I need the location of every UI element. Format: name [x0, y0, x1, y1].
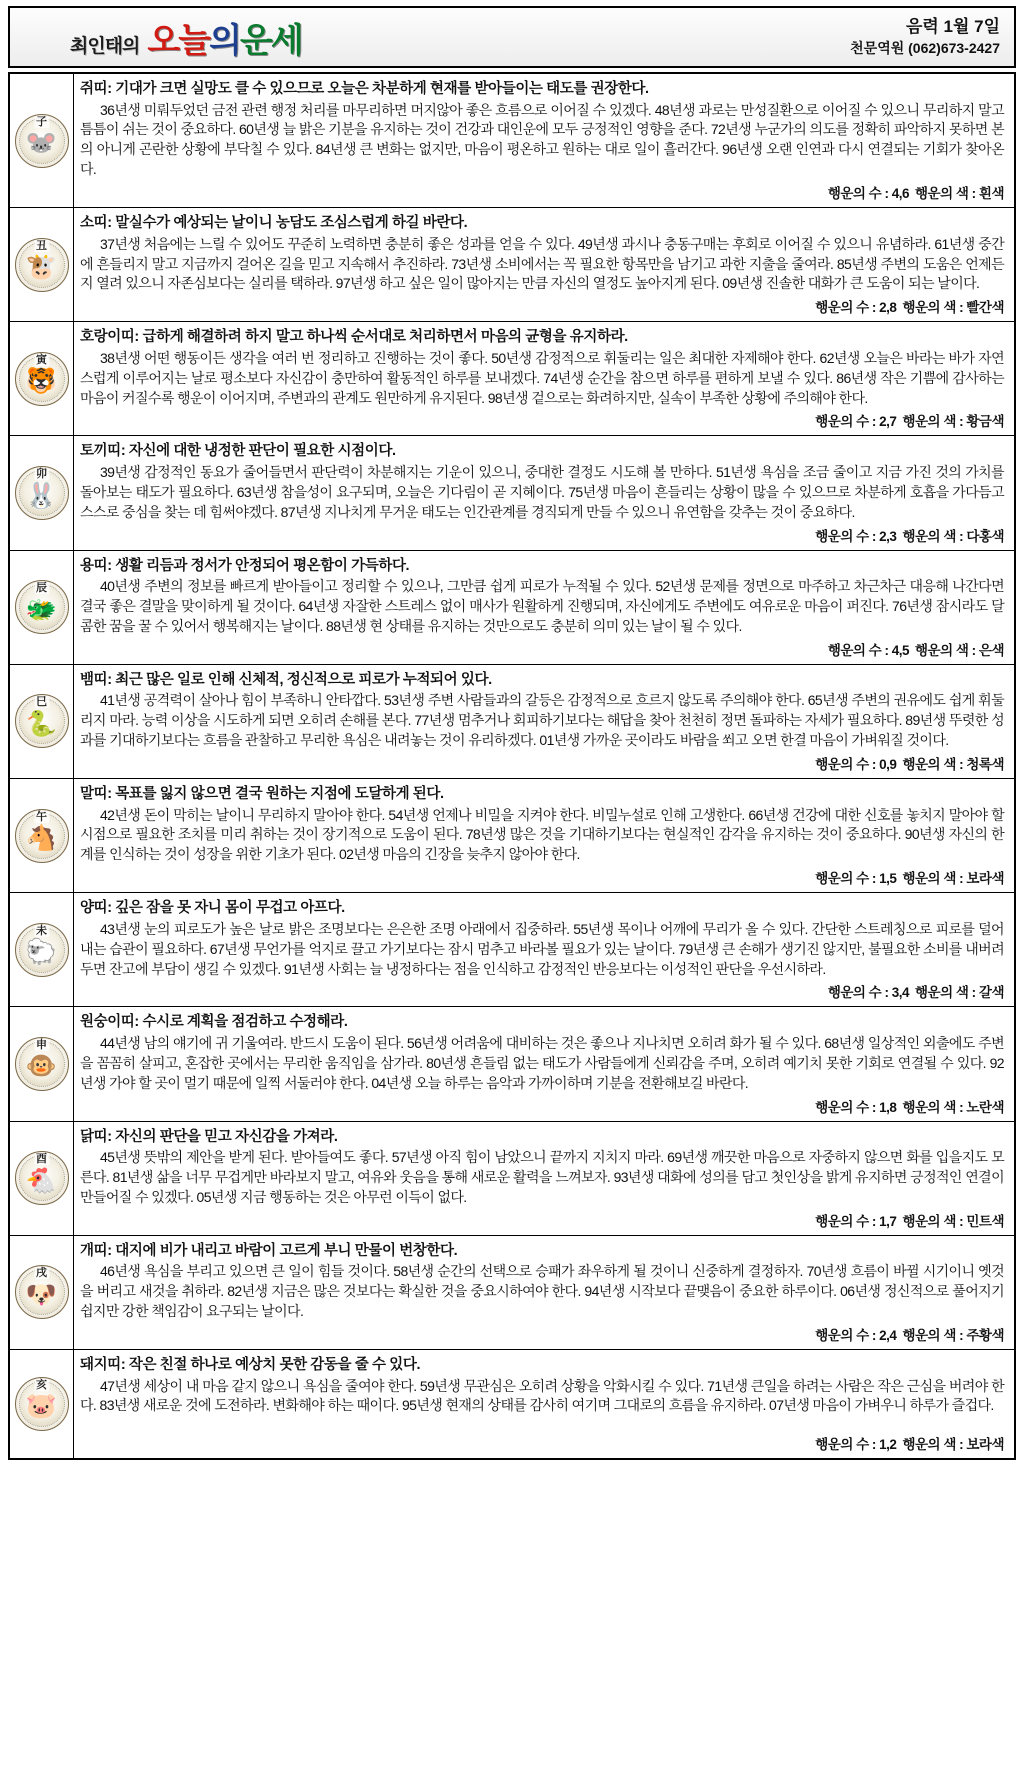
luck-number: 행운의 수 : 1,2: [815, 1436, 897, 1452]
zodiac-content: [74, 893, 1014, 1006]
zodiac-headline: 용띠: 생활 리듬과 정서가 안정되어 평온함이 가득하다.: [80, 557, 410, 574]
zodiac-headline: 소띠: 말실수가 예상되는 날이니 농담도 조심스럽게 하길 바란다.: [80, 215, 468, 232]
luck-number: 행운의 수 : 0,9: [815, 757, 897, 772]
zodiac-hanja: 未: [36, 924, 47, 937]
zodiac-hanja: 寅: [36, 353, 47, 366]
zodiac-content: [74, 322, 1014, 435]
zodiac-headline: 쥐띠: 기대가 크면 실망도 클 수 있으므로 오늘은 차분하게 현재를 받아들이는 태도를 권장한다.: [80, 81, 649, 97]
luck-color: 행운의 색 : 빨간색: [902, 300, 1004, 316]
luck-number: 행운의 수 : 4,5: [827, 642, 909, 658]
ox-icon: [15, 238, 69, 292]
luck-line: [80, 1433, 1004, 1453]
zodiac-body: 43년생 눈의 피로도가 높은 날로 밝은 조명보다는 은은한 조명 아래에서 집중하라. 55년생 목이나 어깨에 무리가 올 수 있다. 간단한 스트레칭으로 피로를 덜어내는 습관이 필요하다. 67년생 무언가를 억지로 끌고 가기보다는 잠시 멈추고 바라볼 필요가 있는 날이다. 79년생 큰 손해가 생기진 않지만, 불필요한 소비를 내버려 두면 잔고에 부담이 생길 수 있겠다. 91년생 사회는 늘 냉정하다는 점을 인식하고 감정적인 반응보다는 이성적인 판단을 우선시하라.: [80, 920, 1004, 977]
zodiac-content: [74, 665, 1014, 778]
zodiac-body: 41년생 공격력이 살아나 힘이 부족하니 안타깝다. 53년생 주변 사람들과의 갈등은 감정적으로 흐르지 않도록 주의해야 한다. 65년생 주변의 권유에도 쉽게 휘둘리지 마라. 능력 이상을 시도하게 되면 오히려 손해를 본다. 77년생 멈추거나 회피하기보다는 해답을 찾아 천천히 정면 돌파하는 자세가 필요하다. 89년생 뚜렷한 성과를 기대하기보다는 흐름을 관찰하고 무리한 욕심은 내려놓는 것이 유리하겠다. 01년생 가까운 곳이라도 바람을 쐬고 오면 한결 마음이 가벼워질 것이다.: [80, 692, 1004, 749]
zodiac-animal-glyph: 🐶: [25, 1280, 58, 1309]
zodiac-content: [74, 74, 1014, 207]
luck-line: [80, 182, 1004, 202]
zodiac-animal-glyph: 🐮: [25, 253, 58, 282]
lunar-date: 음력 1월 7일: [905, 17, 1000, 37]
snake-icon: [15, 694, 69, 748]
luck-color: 행운의 색 : 갈색: [915, 985, 1004, 1001]
zodiac-row: [10, 208, 1014, 322]
zodiac-content: [74, 1122, 1014, 1235]
luck-number: 행운의 수 : 2,7: [815, 414, 897, 430]
luck-color: 행운의 색 : 은색: [915, 642, 1004, 658]
luck-number: 행운의 수 : 2,8: [815, 300, 897, 316]
brand-subtitle: 최인태의: [70, 34, 140, 57]
zodiac-row: [10, 779, 1014, 893]
zodiac-content: [74, 1236, 1014, 1349]
zodiac-medallion-cell: [10, 436, 74, 549]
zodiac-headline: 개띠: 대지에 비가 내리고 바람이 고르게 부니 만물이 번창한다.: [80, 1242, 458, 1259]
zodiac-animal-glyph: 🐵: [25, 1052, 58, 1081]
luck-line: [80, 525, 1004, 545]
zodiac-animal-glyph: 🐲: [25, 595, 58, 624]
zodiac-hanja: 亥: [36, 1378, 47, 1391]
zodiac-hanja: 辰: [36, 582, 47, 595]
zodiac-headline: 토끼띠: 자신에 대한 냉정한 판단이 필요한 시점이다.: [80, 443, 396, 460]
zodiac-headline: 닭띠: 자신의 판단을 믿고 자신감을 가져라.: [80, 1128, 338, 1145]
zodiac-medallion-cell: [10, 893, 74, 1006]
luck-color: 행운의 색 : 노란색: [902, 1099, 1004, 1115]
luck-line: [80, 639, 1004, 659]
zodiac-medallion-cell: [10, 322, 74, 435]
brand-title-part2: 의: [209, 20, 240, 61]
sheep-icon: [15, 923, 69, 977]
zodiac-headline: 양띠: 깊은 잠을 못 자니 몸이 무겁고 아프다.: [80, 900, 345, 917]
zodiac-medallion-cell: [10, 551, 74, 664]
luck-line: [80, 296, 1004, 316]
luck-number: 행운의 수 : 2,4: [815, 1327, 897, 1343]
zodiac-row: [10, 1236, 1014, 1350]
luck-number: 행운의 수 : 1,5: [815, 871, 897, 887]
luck-color: 행운의 색 : 주황색: [902, 1327, 1004, 1343]
zodiac-row: [10, 322, 1014, 436]
brand-title: [147, 13, 301, 62]
luck-line: [80, 867, 1004, 887]
zodiac-row: [10, 1007, 1014, 1121]
luck-line: [80, 1324, 1004, 1344]
zodiac-row: [10, 665, 1014, 779]
zodiac-headline: 돼지띠: 작은 친절 하나로 예상치 못한 감동을 줄 수 있다.: [80, 1356, 421, 1373]
luck-color: 행운의 색 : 청록색: [902, 757, 1004, 772]
zodiac-body: 42년생 돈이 막히는 날이니 무리하지 말아야 한다. 54년생 언제나 비밀을 지켜야 한다. 비밀누설로 인해 고생한다. 66년생 건강에 대한 신호를 놓치지 말아야 할 시점으로 필요한 조치를 미리 취하는 것이 장기적으로 도움이 된다. 78년생 많은 것을 기대하기보다는 현실적인 감각을 유지하는 것이 중요하다. 90년생 자신의 한계를 인식하는 것이 성장을 위한 기초가 된다. 02년생 마음의 긴장을 늦추지 않아야 한다.: [80, 806, 1004, 863]
luck-line: [80, 1096, 1004, 1116]
zodiac-body: 44년생 남의 얘기에 귀 기울여라. 반드시 도움이 된다. 56년생 어려움에 대비하는 것은 좋으나 지나치면 오히려 화가 될 수 있다. 68년생 일상적인 외출에도 주변을 꼼꼼히 살피고, 혼잡한 곳에서는 무리한 움직임을 삼가라. 80년생 흔들림 없는 태도가 사람들에게 신뢰감을 주며, 오히려 예기치 못한 기회로 연결될 수 있다. 92년생 가야 할 곳이 멀기 때문에 일찍 서둘러야 한다. 04년생 오늘 하루는 음악과 가까이하며 기분을 전환해보길 바란다.: [80, 1034, 1004, 1091]
zodiac-content: [74, 779, 1014, 892]
monkey-icon: [15, 1037, 69, 1091]
luck-color: 행운의 색 : 다홍색: [902, 528, 1004, 544]
zodiac-body: 36년생 미뤄두었던 금전 관련 행정 처리를 마무리하면 머지않아 좋은 흐름으로 이어질 수 있겠다. 48년생 과로는 만성질환으로 이어질 수 있으니 무리하지 말고 틈틈이 쉬는 것이 중요하다. 60년생 늘 밝은 기분을 유지하는 것이 건강과 대인운에 모두 긍정적인 영향을 준다. 72년생 누군가의 의도를 정확히 파악하지 못하면 본의 아니게 곤란한 상황에 부닥칠 수 있다. 84년생 큰 변화는 없지만, 마음이 평온하고 원하는 대로 일이 흘러간다. 96년생 오랜 인연과 다시 연결되는 기회가 찾아온다.: [80, 101, 1004, 178]
brand-title-part3: 운세: [239, 20, 302, 61]
zodiac-animal-glyph: 🐴: [25, 824, 58, 853]
zodiac-animal-glyph: 🐑: [25, 938, 58, 967]
zodiac-row: [10, 1350, 1014, 1458]
zodiac-row: [10, 436, 1014, 550]
zodiac-medallion-cell: [10, 74, 74, 207]
luck-line: [80, 981, 1004, 1001]
zodiac-list: [8, 72, 1016, 1460]
brand-logo: [20, 13, 302, 62]
zodiac-headline: 말띠: 목표를 잃지 않으면 결국 원하는 지점에 도달하게 된다.: [80, 786, 444, 802]
tiger-icon: [15, 352, 69, 406]
zodiac-headline: 호랑이띠: 급하게 해결하려 하지 말고 하나씩 순서대로 처리하면서 마음의 균형을 유지하라.: [80, 329, 628, 346]
zodiac-content: [74, 1350, 1014, 1458]
zodiac-hanja: 申: [36, 1038, 47, 1051]
zodiac-content: [74, 1007, 1014, 1120]
zodiac-body: 46년생 욕심을 부리고 있으면 큰 일이 힘들 것이다. 58년생 순간의 선택으로 승패가 좌우하게 될 것이니 신중하게 결정하자. 70년생 흐름이 바뀔 시기이니 옛것을 버리고 새것을 취하라. 82년생 지금은 많은 것보다는 확실한 것을 중요시하여야 한다. 94년생 시작보다 끝맺음이 중요한 하루이다. 06년생 정신적으로 풀어지기 쉽지만 강한 책임감이 요구되는 날이다.: [80, 1263, 1004, 1320]
zodiac-hanja: 子: [36, 115, 47, 128]
zodiac-body: 37년생 처음에는 느릴 수 있어도 꾸준히 노력하면 충분히 좋은 성과를 얻을 수 있다. 49년생 과시나 충동구매는 후회로 이어질 수 있으니 유념하라. 61년생 중간에 흔들리지 말고 지금까지 걸어온 길을 믿고 지속해서 추진하라. 73년생 소비에서는 꼭 필요한 항목만을 남기고 과한 지출을 줄여라. 85년생 주변의 도움은 언제든지 열려 있으니 자존심보다는 실리를 택하라. 97년생 하고 싶은 일이 많아지는 만큼 자신의 열정도 높아지게 된다. 09년생 진솔한 대화가 큰 도움이 되는 날이다.: [80, 235, 1004, 292]
zodiac-body: 39년생 감정적인 동요가 줄어들면서 판단력이 차분해지는 기운이 있으니, 중대한 결정도 시도해 볼 만하다. 51년생 욕심을 조금 줄이고 지금 가진 것의 가치를 돌아보는 태도가 필요하다. 63년생 참을성이 요구되며, 오늘은 기다림이 곧 지혜이다. 75년생 마음이 흔들리는 상황이 많을 수 있으므로 차분하게 호흡을 가다듬고 스스로 중심을 찾는 데 힘써야겠다. 87년생 지나치게 무거운 태도는 인간관계를 경직되게 만들 수 있으니 유연함을 갖추는 것이 중요하다.: [80, 464, 1004, 520]
zodiac-medallion-cell: [10, 1350, 74, 1458]
luck-number: 행운의 수 : 1,8: [815, 1099, 897, 1115]
zodiac-row: [10, 1122, 1014, 1236]
zodiac-medallion-cell: [10, 779, 74, 892]
luck-number: 행운의 수 : 3,4: [827, 985, 909, 1001]
rat-icon: [15, 114, 69, 168]
zodiac-content: [74, 551, 1014, 664]
luck-color: 행운의 색 : 민트색: [902, 1213, 1004, 1229]
zodiac-body: 38년생 어떤 행동이든 생각을 여러 번 정리하고 진행하는 것이 좋다. 50년생 감정적으로 휘둘리는 일은 최대한 자제해야 한다. 62년생 오늘은 바라는 바가 자연스럽게 이루어지는 날로 평소보다 자신감이 충만하여 활동적인 하루를 보내겠다. 74년생 순간을 참으면 하루를 편하게 보낼 수 있다. 86년생 작은 기쁨에 감사하는 마음이 커질수록 행운이 이어지며, 주변과의 관계도 원만하게 유지된다. 98년생 겉으로는 화려하지만, 실속이 부족한 상황에 주의해야 한다.: [80, 349, 1004, 406]
zodiac-row: [10, 551, 1014, 665]
contact-phone: 천문역원 (062)673-2427: [850, 40, 1000, 57]
dog-icon: [15, 1265, 69, 1319]
zodiac-animal-glyph: 🐰: [25, 481, 58, 510]
pig-icon: [15, 1377, 69, 1431]
dragon-icon: [15, 580, 69, 634]
zodiac-medallion-cell: [10, 208, 74, 321]
luck-color: 행운의 색 : 흰색: [915, 186, 1004, 202]
zodiac-hanja: 丑: [36, 239, 47, 252]
zodiac-animal-glyph: 🐭: [25, 129, 58, 158]
zodiac-row: [10, 893, 1014, 1007]
zodiac-hanja: 午: [36, 810, 47, 823]
zodiac-content: [74, 436, 1014, 549]
zodiac-row: [10, 74, 1014, 208]
zodiac-headline: 원숭이띠: 수시로 계획을 점검하고 수정해라.: [80, 1014, 348, 1031]
rooster-icon: [15, 1151, 69, 1205]
horse-icon: [15, 809, 69, 863]
header-info: [850, 16, 1000, 58]
zodiac-animal-glyph: 🐍: [25, 709, 58, 738]
luck-number: 행운의 수 : 2,3: [815, 528, 897, 544]
zodiac-hanja: 巳: [36, 696, 47, 709]
zodiac-body: 40년생 주변의 정보를 빠르게 받아들이고 정리할 수 있으나, 그만큼 쉽게 피로가 누적될 수 있다. 52년생 문제를 정면으로 마주하고 차근차근 대응해 나간다면 결국 좋은 결말을 맞이하게 될 것이다. 64년생 자잘한 스트레스 없이 매사가 원활하게 진행되며, 자신에게도 주변에도 여유로운 마음이 퍼진다. 76년생 잠시라도 달콤한 꿈을 꿀 수 있어서 행복해지는 날이다. 88년생 현 상태를 유지하는 것만으로도 충분히 의미 있는 날이 될 수 있다.: [80, 578, 1004, 634]
zodiac-medallion-cell: [10, 1007, 74, 1120]
page-header: [8, 6, 1016, 68]
luck-color: 행운의 색 : 황금색: [902, 414, 1004, 430]
luck-color: 행운의 색 : 보라색: [902, 1436, 1004, 1452]
zodiac-body: 47년생 세상이 내 마음 같지 않으니 욕심을 줄여야 한다. 59년생 무관심은 오히려 상황을 악화시킬 수 있다. 71년생 큰일을 하려는 사람은 작은 근심을 버려야 한다. 83년생 새로운 것에 도전하라. 변화해야 하는 때이다. 95년생 현재의 상태를 감사히 여기며 그대로의 흐름을 유지하라. 07년생 마음이 가벼우니 하루가 즐겁다.: [80, 1377, 1004, 1414]
zodiac-hanja: 戌: [36, 1267, 47, 1280]
luck-number: 행운의 수 : 4,6: [827, 186, 909, 202]
luck-number: 행운의 수 : 1,7: [815, 1213, 897, 1229]
zodiac-headline: 뱀띠: 최근 많은 일로 인해 신체적, 정신적으로 피로가 누적되어 있다.: [80, 671, 492, 688]
zodiac-animal-glyph: 🐯: [25, 367, 58, 396]
zodiac-medallion-cell: [10, 1236, 74, 1349]
zodiac-animal-glyph: 🐷: [25, 1392, 58, 1421]
zodiac-body: 45년생 뜻밖의 제안을 받게 된다. 받아들여도 좋다. 57년생 아직 힘이 남았으니 끝까지 지치지 마라. 69년생 깨끗한 마음으로 자중하지 않으면 화를 입을지도 모른다. 81년생 삶을 너무 무겁게만 바라보지 말고, 여유와 웃음을 통해 새로운 활력을 느껴보자. 93년생 대화에 성의를 담고 첫인상을 밝게 유지하면 긍정적인 연결이 만들어질 수 있겠다. 05년생 지금 행동하는 것은 아무런 이득이 없다.: [80, 1149, 1004, 1205]
zodiac-medallion-cell: [10, 665, 74, 778]
zodiac-animal-glyph: 🐔: [25, 1166, 58, 1195]
zodiac-content: [74, 208, 1014, 321]
luck-line: [80, 753, 1004, 773]
zodiac-medallion-cell: [10, 1122, 74, 1235]
zodiac-hanja: 卯: [36, 468, 47, 481]
luck-color: 행운의 색 : 보라색: [902, 871, 1004, 887]
rabbit-icon: [15, 466, 69, 520]
zodiac-hanja: 酉: [36, 1153, 47, 1166]
luck-line: [80, 1210, 1004, 1230]
brand-title-part1: 오늘: [147, 20, 210, 61]
luck-line: [80, 410, 1004, 430]
